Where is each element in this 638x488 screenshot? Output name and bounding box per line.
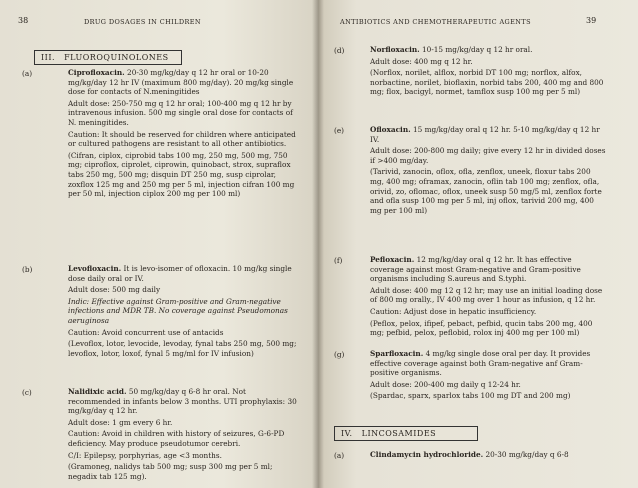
adult-dose: Adult dose: 400 mg q 12 hr. (370, 56, 473, 66)
entry-pefloxacin (370, 255, 606, 340)
section-heading (34, 50, 182, 65)
dose-text: 12 mg/kg/day oral q 12 hr. It has effective coverage against most Gram-negative and Gram-positive organisms including S.aureus and S.typhi. (370, 255, 581, 284)
entry-nalidixic-acid (68, 387, 300, 483)
adult-dose: Adult dose: 500 mg daily (68, 285, 161, 295)
brand-names: (Gramoneg, nalidys tab 500 mg; susp 300 mg per 5 ml; negadix tab 125 mg). (68, 462, 273, 481)
section-heading (334, 426, 478, 441)
adult-dose: Adult dose: 400 mg 12 q 12 hr; may use an initial loading dose of 800 mg orally., IV 400 mg over 1 hour as infusion, q 12 hr. (370, 285, 603, 305)
entry-label: (d) (334, 46, 345, 55)
entry-levofloxacin (68, 264, 300, 360)
entry-label: (a) (22, 69, 33, 78)
brand-names: (Tarivid, zanocin, oflox, ofla, zenflox, uneek, floxur tabs 200 mg, 400 mg; oframax, zanocin, oflin tab 100 mg; zenflox, ofla, orivid, zo, oflomac, oflox, uneek susp 50 mg/5 ml, zenflox forte and ofla susp 100 mg per 5 ml, inj oflox, tarivid 200 mg, 400 mg per 100 ml) (370, 167, 602, 215)
section-title: LINCOSAMIDES (361, 429, 437, 438)
caution-text: Caution: It should be reserved for children where anticipated or cultured pathogens are resistant to all other antibiotics. (68, 129, 296, 149)
entry-clindamycin (370, 450, 606, 462)
adult-dose: Adult dose: 250-750 mg q 12 hr oral; 100-400 mg q 12 hr by intravenous infusion. 500 mg single oral dose for contacts of N. meningitides. (68, 98, 293, 127)
adult-dose: Adult dose: 1 gm every 6 hr. (68, 417, 173, 427)
page-number: 38 (18, 16, 29, 25)
running-header: DRUG DOSAGES IN CHILDREN (84, 18, 201, 26)
drug-name: Sparfloxacin. (370, 349, 424, 358)
dose-text: 50 mg/kg/day q 6-8 hr oral. Not recommended in infants below 3 months. UTI prophylaxis: 30 mg/kg/day q 12 hr. (68, 387, 297, 416)
drug-name: Pefloxacin. (370, 255, 415, 264)
book-gutter (312, 0, 324, 488)
entry-label: (e) (334, 126, 345, 135)
entry-sparfloxacin (370, 349, 606, 403)
entry-label: (b) (22, 265, 33, 274)
section-number: III. (41, 53, 56, 62)
section-title: FLUOROQUINOLONES (64, 53, 169, 62)
adult-dose: Adult dose: 200-400 mg daily q 12-24 hr. (370, 379, 521, 389)
dose-text: It is levo-isomer of ofloxacin. 10 mg/kg single dose daily oral or IV. (68, 264, 292, 283)
dose-text: 4 mg/kg single dose oral per day. It provides effective coverage against both Gram-negative anf Gram-positive organisms. (370, 349, 591, 378)
dose-text: 20-30 mg/kg/day q 6-8 (485, 450, 569, 459)
dose-text: 10-15 mg/kg/day q 12 hr oral. (422, 45, 533, 54)
entry-ofloxacin (370, 125, 606, 217)
caution-text: Caution: Avoid in children with history of seizures, G-6-PD deficiency. May produce pseudotumor cerebri. (68, 429, 285, 448)
dose-text: 20-30 mg/kg/day q 12 hr oral or 10-20 mg/kg/day 12 hr IV (maximum 800 mg/day). 20 mg/kg single dose for contacts of N.meningitides (68, 68, 294, 97)
running-header: ANTIBIOTICS AND CHEMOTHERAPEUTIC AGENTS (340, 18, 531, 26)
section-number: IV. (341, 429, 353, 438)
drug-name: Clindamycin hydrochloride. (370, 450, 484, 459)
left-page (0, 0, 318, 488)
entry-ciprofloxacin (68, 68, 300, 201)
brand-names: (Cifran, ciplox, ciprobid tabs 100 mg, 250 mg, 500 mg, 750 mg; ciproflox, ciprolet, ciprowin, quinobact, strox, supraflox tabs 250 mg, 500 mg; disquin DT 250 mg, susp ciprolar, zoxflox 125 mg and 250 mg per 5 ml, injection cifran 100 mg per 50 ml, injection ciplox 200 mg per 100 ml) (68, 150, 295, 199)
caution-text: Caution: Avoid concurrent use of antacids (68, 327, 224, 337)
entry-norfloxacin (370, 45, 606, 99)
entry-label: (f) (334, 256, 343, 265)
brand-names: (Peflox, pelox, ifipef, pebact, pefbid, qucin tabs 200 mg, 400 mg; pefbid, pelox, peflobid, rolox inj 400 mg per 100 ml) (370, 318, 593, 338)
entry-label: (a) (334, 451, 345, 460)
entry-label: (c) (22, 388, 32, 397)
entry-label: (g) (334, 350, 345, 359)
brand-names: (Norflox, norilet, alflox, norbid DT 100 mg; norflox, alfox, norbactine, norilet, bioflaxin, norbid tabs 200, 400 mg and 800 mg; flox, bacigyl, normet, tamflox susp 100 mg per 5 ml) (370, 68, 604, 97)
contraindication-text: C/I: Epilepsy, porphyrias, age <3 months. (68, 450, 222, 460)
adult-dose: Adult dose: 200-800 mg daily; give every 12 hr in divided doses if >400 mg/day. (370, 146, 606, 165)
drug-name: Levofloxacin. (68, 264, 122, 273)
brand-names: (Spardac, sparx, sparlox tabs 100 mg DT and 200 mg) (370, 391, 571, 401)
drug-name: Norfloxacin. (370, 45, 420, 54)
page-number: 39 (586, 16, 597, 25)
indication-text: Indic: Effective against Gram-positive and Gram-negative infections and MDR TB. No coverage against Pseudomonas aeruginosa (68, 296, 288, 325)
drug-name: Nalidixic acid. (68, 387, 127, 396)
right-page (318, 0, 638, 488)
caution-text: Caution: Adjust dose in hepatic insufficiency. (370, 306, 537, 316)
brand-names: (Levoflox, lotor, levocide, levoday, fynal tabs 250 mg, 500 mg; levoflox, lotor, loxof, fynal 5 mg/ml for IV infusion) (68, 339, 297, 358)
dose-text: 15 mg/kg/day oral q 12 hr. 5-10 mg/kg/day q 12 hr IV. (370, 125, 600, 144)
drug-name: Ciprofloxacin. (68, 68, 125, 77)
drug-name: Ofloxacin. (370, 125, 411, 134)
